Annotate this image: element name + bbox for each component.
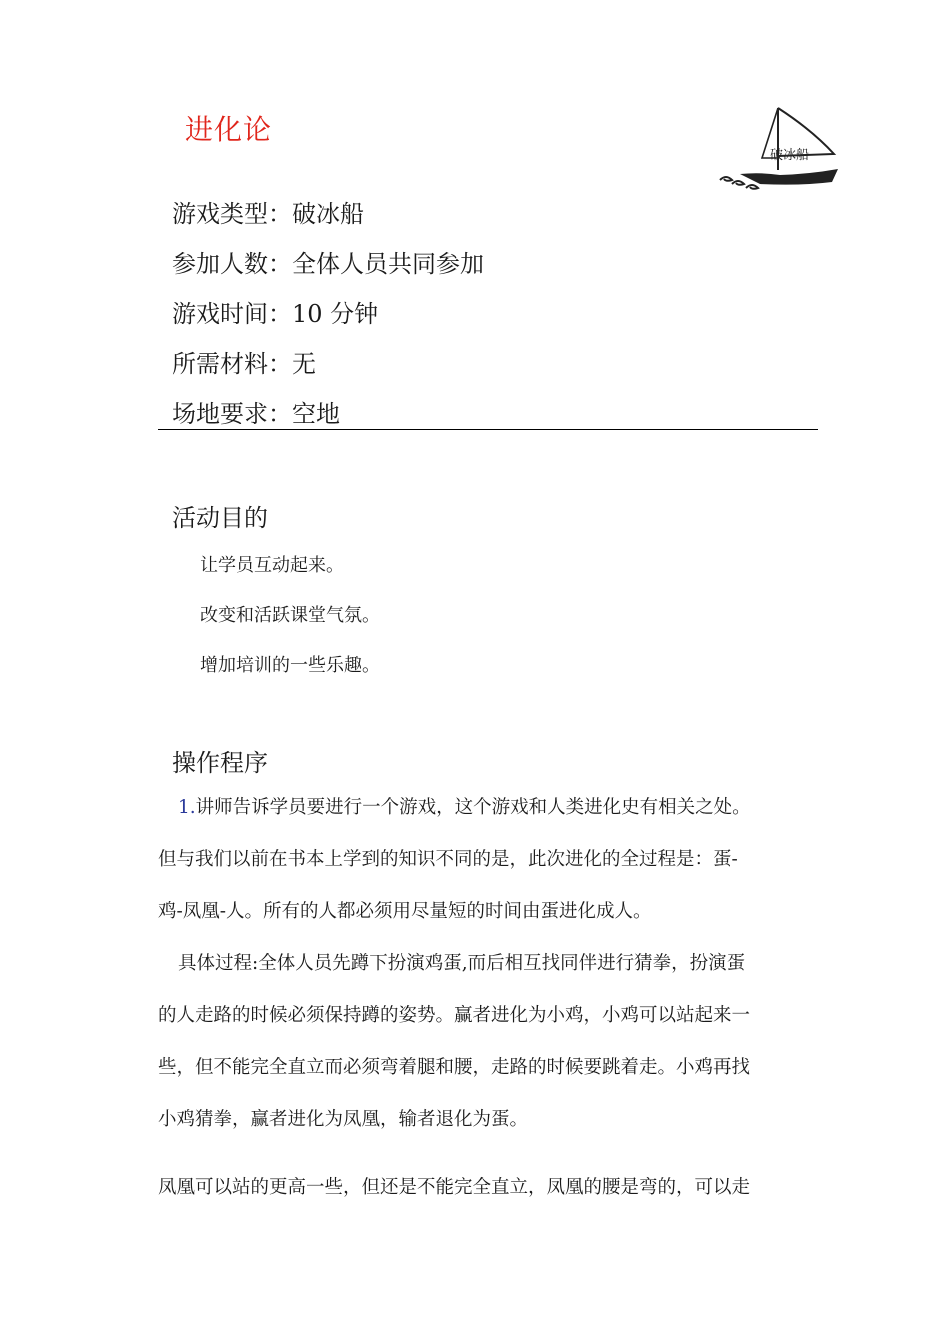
paragraph-line: 凤凰可以站的更高一些，但还是不能完全直立，凤凰的腰是弯的，可以走 — [158, 1177, 751, 1198]
info-row-participants — [172, 246, 484, 296]
info-label: 所需材料： — [172, 350, 292, 378]
page-title: 进化论 — [185, 113, 273, 146]
paragraph-line: 但与我们以前在书本上学到的知识不同的是，此次进化的全过程是：蛋- — [158, 849, 738, 870]
procedure-paragraph-2 — [158, 938, 820, 1146]
info-value: 10 分钟 — [292, 300, 379, 328]
info-value: 破冰船 — [292, 200, 364, 228]
info-value: 空地 — [292, 400, 340, 428]
info-label: 游戏类型： — [172, 200, 292, 228]
list-item: 让学员互动起来。 — [200, 555, 344, 576]
info-value: 无 — [292, 350, 316, 378]
paragraph-line: 些，但不能完全直立而必须弯着腿和腰，走路的时候要跳着走。小鸡再找 — [158, 1057, 751, 1078]
icebreaker-logo — [700, 100, 840, 200]
info-row-materials — [172, 346, 484, 396]
step-number: 1. — [178, 797, 196, 818]
procedure-paragraph-3 — [158, 1162, 820, 1214]
info-row-duration — [172, 296, 484, 346]
procedure-heading: 操作程序 — [172, 749, 268, 777]
paragraph-line: 的人走路的时候必须保持蹲的姿势。赢者进化为小鸡，小鸡可以站起来一 — [158, 1005, 751, 1026]
info-row-type — [172, 196, 484, 246]
info-row-venue — [172, 396, 484, 446]
goals-list — [200, 553, 380, 703]
paragraph-line — [158, 782, 820, 834]
info-label: 游戏时间： — [172, 300, 292, 328]
game-info — [172, 196, 484, 446]
procedure-paragraph-1 — [158, 782, 820, 938]
logo-label: 破冰船 — [770, 148, 810, 163]
info-label: 场地要求： — [172, 400, 292, 428]
info-label: 参加人数： — [172, 250, 292, 278]
paragraph-line: 具体过程:全体人员先蹲下扮演鸡蛋,而后相互找同伴进行猜拳，扮演蛋 — [178, 953, 746, 974]
paragraph-line: 鸡-凤凰-人。所有的人都必须用尽量短的时间由蛋进化成人。 — [158, 901, 652, 922]
goals-heading: 活动目的 — [172, 504, 268, 532]
line-text: 讲师告诉学员要进行一个游戏，这个游戏和人类进化史有相关之处。 — [195, 797, 751, 818]
paragraph-line: 小鸡猜拳，赢者进化为凤凰，输者退化为蛋。 — [158, 1109, 529, 1130]
info-value: 全体人员共同参加 — [292, 250, 484, 278]
list-item: 增加培训的一些乐趣。 — [200, 655, 380, 676]
divider — [158, 429, 818, 430]
list-item: 改变和活跃课堂气氛。 — [200, 605, 380, 626]
